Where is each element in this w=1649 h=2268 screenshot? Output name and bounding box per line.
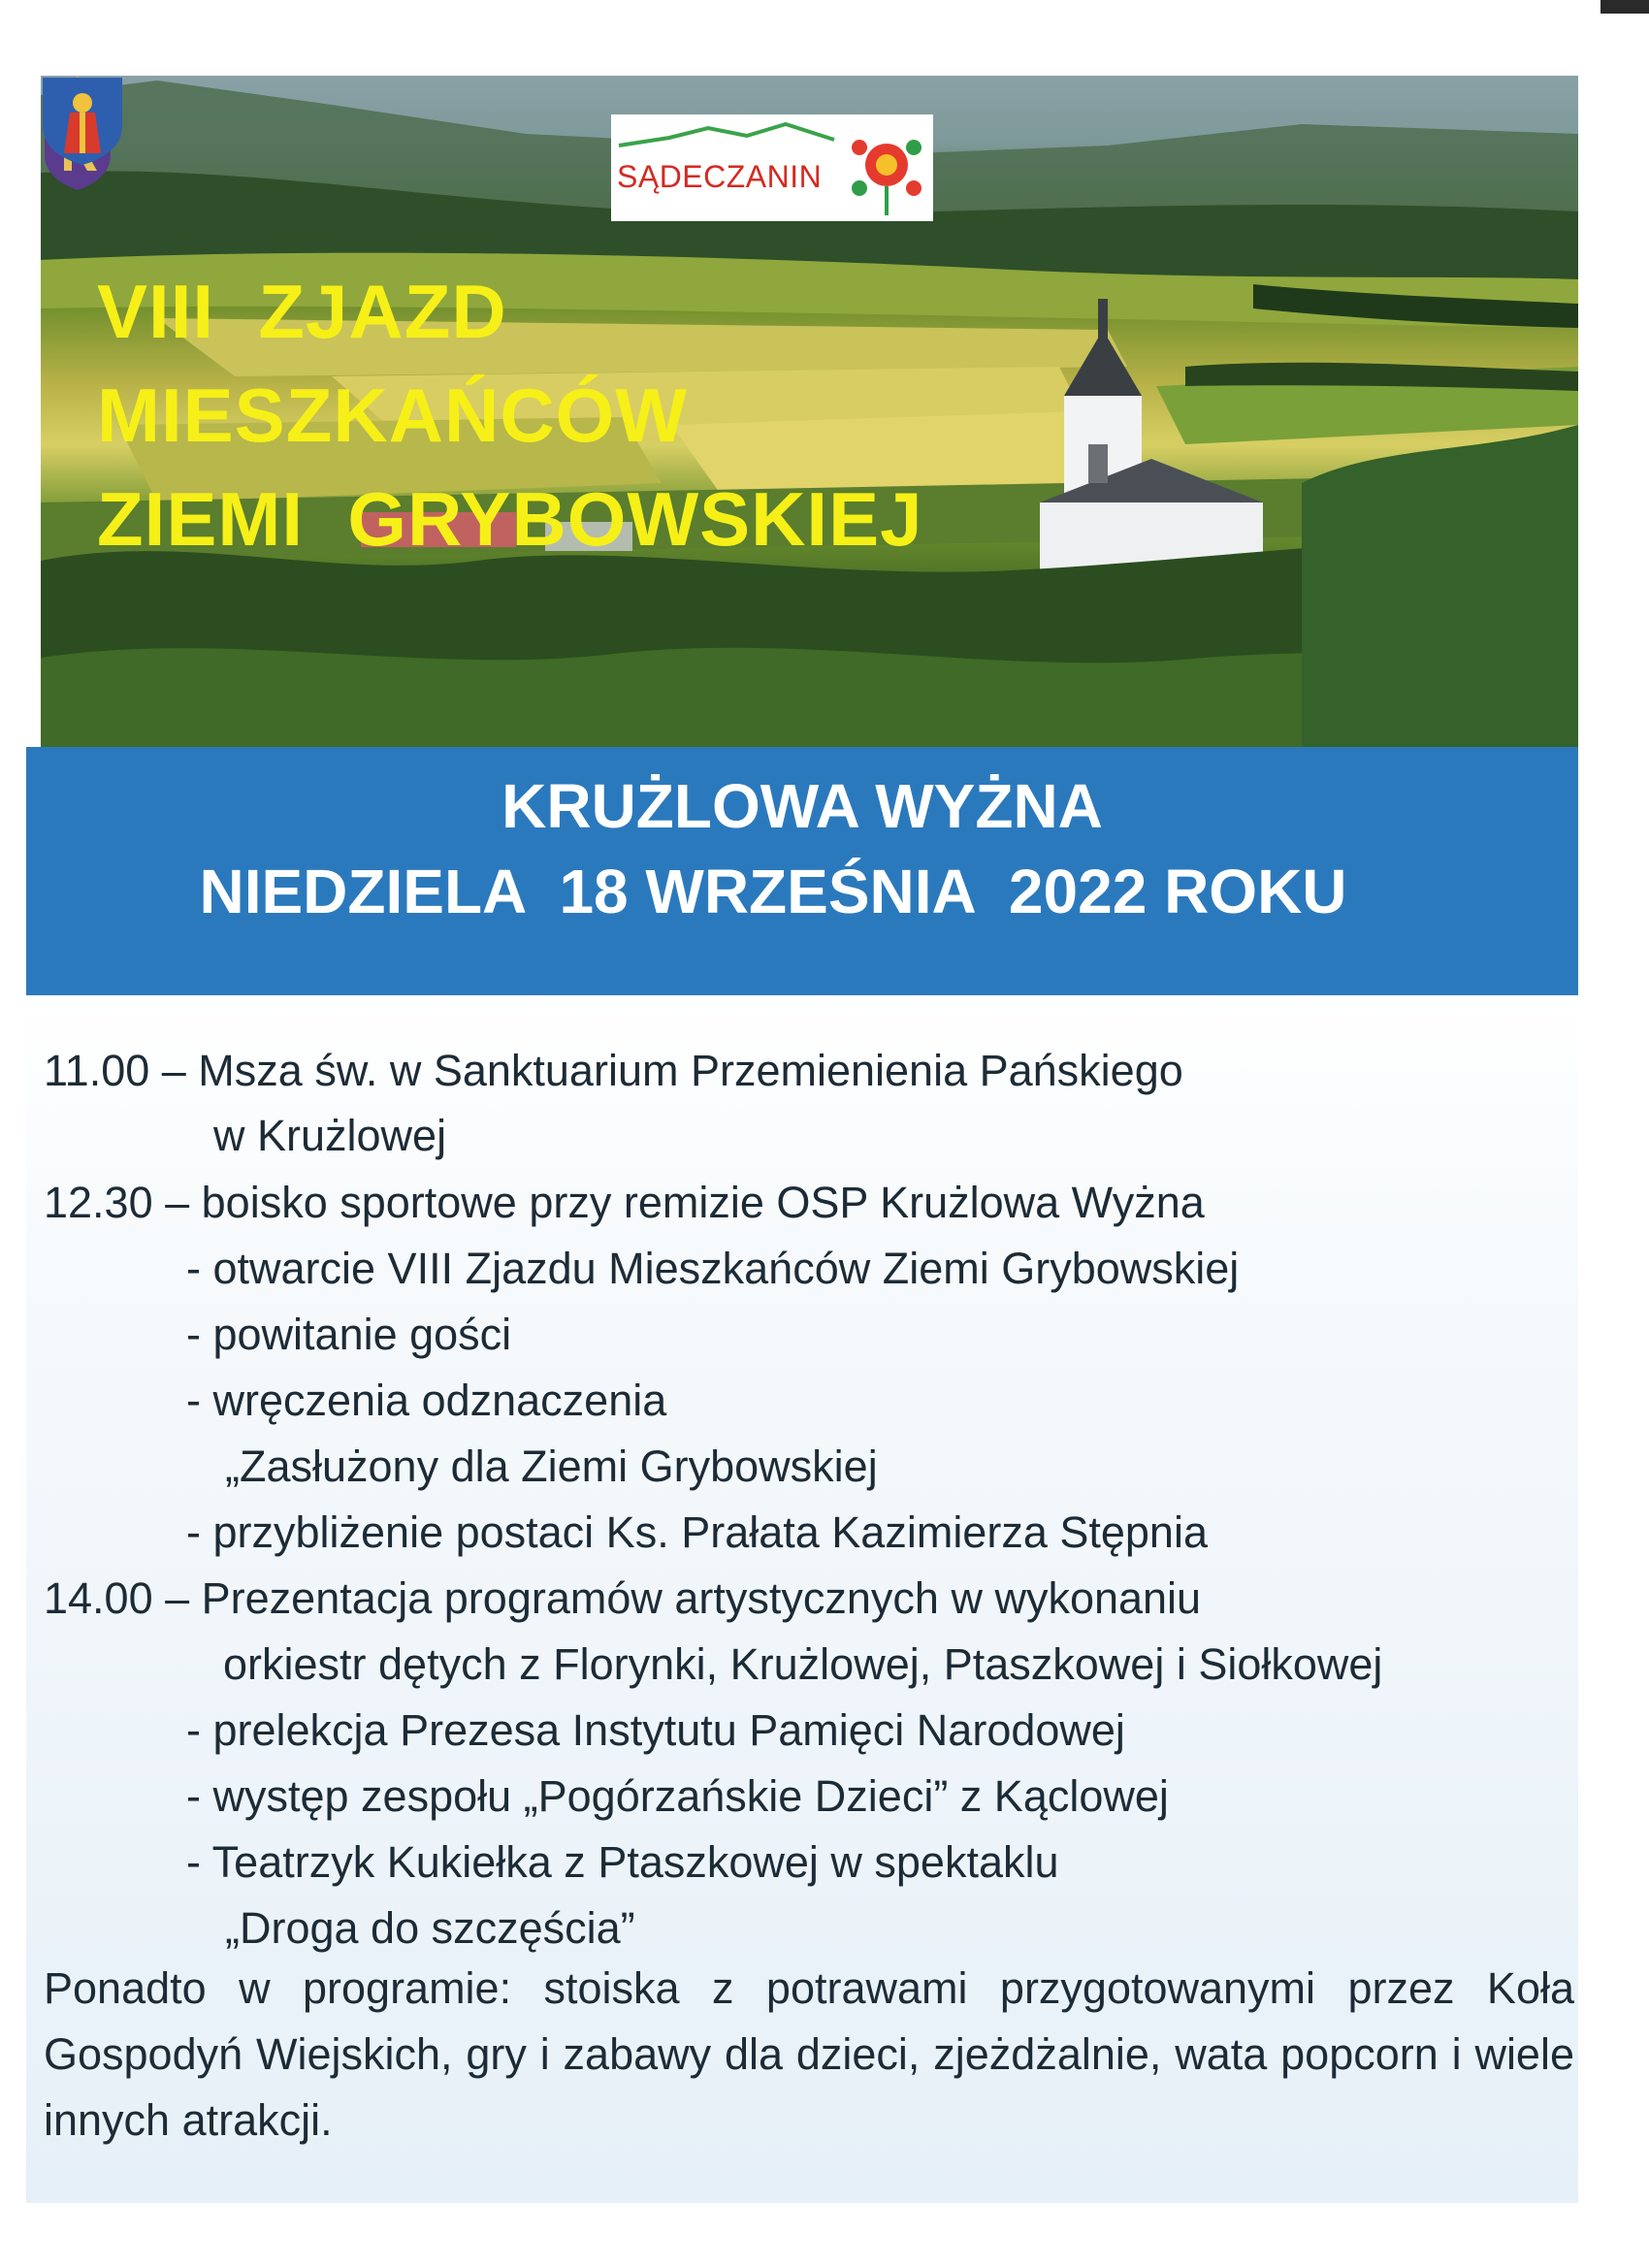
program-item: - występ zespołu „Pogórzańskie Dzieci” z Kąclowej xyxy=(186,1771,1169,1821)
program-quote: „Zasłużony dla Ziemi Grybowskiej xyxy=(225,1442,878,1491)
event-location: KRUŻLOWA WYŻNA xyxy=(501,771,1103,841)
event-date: NIEDZIELA 18 WRZEŚNIA 2022 ROKU xyxy=(199,857,1347,926)
coat-of-arms-icon xyxy=(41,76,124,165)
date-location-banner xyxy=(26,747,1578,995)
title-line: VIII ZJAZD xyxy=(97,269,507,354)
landscape-photo xyxy=(41,76,1578,747)
program-continuation: orkiestr dętych z Florynki, Krużlowej, Ptaszkowej i Siołkowej xyxy=(223,1639,1383,1689)
program-item: - prelekcja Prezesa Instytutu Pamięci Narodowej xyxy=(186,1705,1125,1755)
program-time-entry: 14.00 – Prezentacja programów artystycznych w wykonaniu xyxy=(44,1573,1202,1623)
program-section xyxy=(26,995,1578,2203)
title-line: MIESZKAŃCÓW xyxy=(97,373,688,458)
title-line: ZIEMI GRYBOWSKIEJ xyxy=(97,476,923,562)
program-continuation: w Krużlowej xyxy=(213,1111,447,1160)
sadeczanin-logo xyxy=(611,114,933,221)
program-item: - Teatrzyk Kukiełka z Ptaszkowej w spektaklu xyxy=(186,1837,1059,1887)
event-title xyxy=(97,260,923,571)
program-time-entry: 12.30 – boisko sportowe przy remizie OSP Krużlowa Wyżna xyxy=(44,1178,1205,1227)
program-item: - przybliżenie postaci Ks. Prałata Kazimierza Stępnia xyxy=(186,1507,1208,1557)
scan-edge-mark xyxy=(1600,0,1649,14)
sadeczanin-label: SĄDECZANIN xyxy=(617,159,823,194)
program-quote: „Droga do szczęścia” xyxy=(225,1903,635,1953)
program-item: - wręczenia odznaczenia xyxy=(186,1376,667,1425)
additional-attractions: Ponadto w programie: stoiska z potrawami przygotowanymi przez Koła Gospodyń Wiejskich, gry i zabawy dla dzieci, zjeżdżalnie, wata popcorn i wiele innych atrakcji. xyxy=(44,1963,1574,2145)
program-time-entry: 11.00 – Msza św. w Sanktuarium Przemienienia Pańskiego xyxy=(44,1046,1183,1095)
program-item: - otwarcie VIII Zjazdu Mieszkańców Ziemi Grybowskiej xyxy=(186,1244,1240,1293)
program-item: - powitanie gości xyxy=(186,1310,512,1359)
